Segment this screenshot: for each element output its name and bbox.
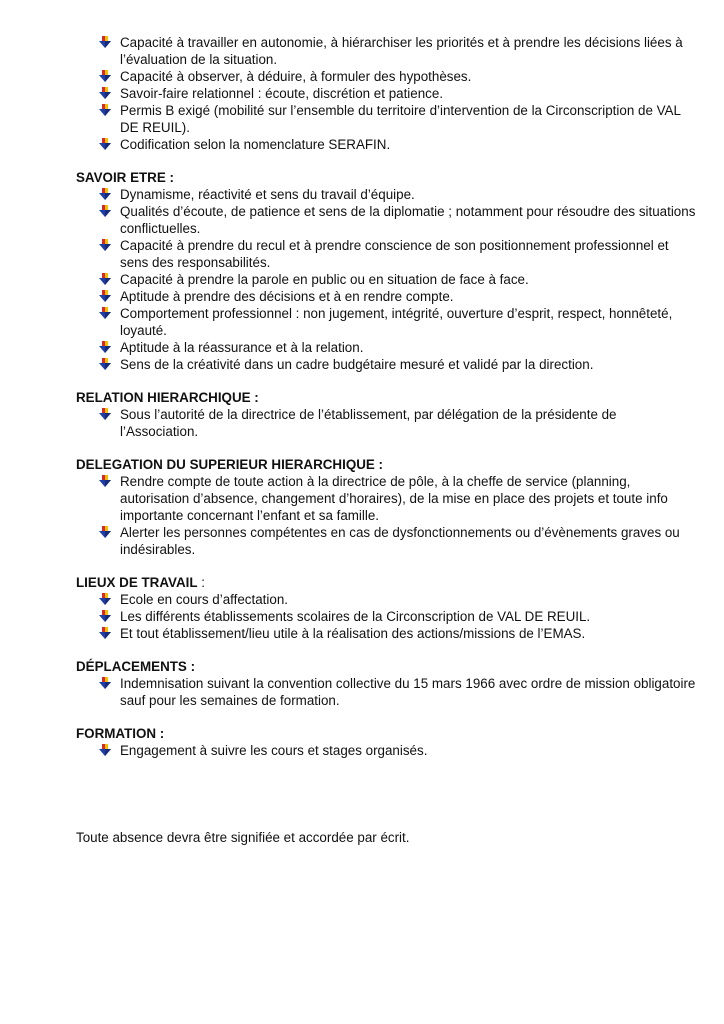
- section-title: SAVOIR ETRE :: [76, 170, 174, 185]
- footer-note: Toute absence devra être signifiée et accordée par écrit.: [76, 830, 410, 845]
- list-item-text: Capacité à travailler en autonomie, à hiérarchiser les priorités et à prendre les décisions liées à l’évaluation de la situation.: [120, 35, 683, 67]
- section: [76, 456, 696, 558]
- list-item-text: Et tout établissement/lieu utile à la réalisation des actions/missions de l’EMAS.: [120, 626, 586, 641]
- list-item-text: Sens de la créativité dans un cadre budgétaire mesuré et validé par la direction.: [120, 357, 594, 372]
- list-item-text: Capacité à prendre la parole en public ou en situation de face à face.: [120, 272, 529, 287]
- list-item-text: Rendre compte de toute action à la directrice de pôle, à la cheffe de service (planning, autorisation d’absence, changement d’horaires), de la mise en place des projets et toute info importante concernant l’enfant et sa famille.: [120, 474, 668, 523]
- intro-list: [76, 34, 696, 153]
- arrow-bullet-icon: [98, 358, 112, 371]
- section-list: [76, 591, 696, 642]
- arrow-bullet-icon: [98, 408, 112, 421]
- list-item-text: Capacité à observer, à déduire, à formuler des hypothèses.: [120, 69, 472, 84]
- section-list: [76, 742, 696, 759]
- arrow-bullet-icon: [98, 610, 112, 623]
- list-item-text: Aptitude à la réassurance et à la relation.: [120, 340, 364, 355]
- list-item-text: Indemnisation suivant la convention collective du 15 mars 1966 avec ordre de mission obligatoire sauf pour les semaines de formation.: [120, 676, 696, 708]
- section: [76, 658, 696, 709]
- section-title: LIEUX DE TRAVAIL: [76, 575, 198, 590]
- arrow-bullet-icon: [98, 593, 112, 606]
- list-item-text: Les différents établissements scolaires de la Circonscription de VAL DE REUIL.: [120, 609, 591, 624]
- section: [76, 169, 696, 373]
- arrow-bullet-icon: [98, 188, 112, 201]
- section-heading: [76, 658, 696, 675]
- document-content: [76, 34, 696, 846]
- arrow-bullet-icon: [98, 526, 112, 539]
- list-item: [76, 675, 696, 709]
- section-heading: [76, 725, 696, 742]
- section-title-suffix: :: [197, 575, 205, 590]
- list-item: [76, 68, 696, 85]
- list-item: [76, 625, 696, 642]
- arrow-bullet-icon: [98, 744, 112, 757]
- list-item: [76, 34, 696, 68]
- list-item: [76, 742, 696, 759]
- arrow-bullet-icon: [98, 341, 112, 354]
- list-item: [76, 406, 696, 440]
- arrow-bullet-icon: [98, 307, 112, 320]
- arrow-bullet-icon: [98, 290, 112, 303]
- arrow-bullet-icon: [98, 104, 112, 117]
- list-item-text: Aptitude à prendre des décisions et à en rendre compte.: [120, 289, 454, 304]
- arrow-bullet-icon: [98, 87, 112, 100]
- arrow-bullet-icon: [98, 475, 112, 488]
- list-item: [76, 102, 696, 136]
- section-title: FORMATION :: [76, 726, 165, 741]
- list-item: [76, 85, 696, 102]
- arrow-bullet-icon: [98, 36, 112, 49]
- section-title: DÉPLACEMENTS :: [76, 659, 196, 674]
- section: [76, 574, 696, 642]
- arrow-bullet-icon: [98, 70, 112, 83]
- list-item: [76, 237, 696, 271]
- list-item-text: Sous l’autorité de la directrice de l’établissement, par délégation de la présidente de l’Association.: [120, 407, 617, 439]
- arrow-bullet-icon: [98, 239, 112, 252]
- list-item: [76, 305, 696, 339]
- list-item: [76, 186, 696, 203]
- list-item: [76, 473, 696, 524]
- section: [76, 725, 696, 759]
- list-item: [76, 136, 696, 153]
- list-item-text: Ecole en cours d’affectation.: [120, 592, 288, 607]
- section: [76, 389, 696, 440]
- list-item-text: Dynamisme, réactivité et sens du travail d’équipe.: [120, 187, 415, 202]
- section-title: RELATION HIERARCHIQUE :: [76, 390, 259, 405]
- list-item-text: Codification selon la nomenclature SERAFIN.: [120, 137, 391, 152]
- list-item-text: Engagement à suivre les cours et stages organisés.: [120, 743, 428, 758]
- arrow-bullet-icon: [98, 627, 112, 640]
- list-item-text: Comportement professionnel : non jugement, intégrité, ouverture d’esprit, respect, honnêteté, loyauté.: [120, 306, 673, 338]
- section-list: [76, 406, 696, 440]
- list-item: [76, 339, 696, 356]
- sections-container: [76, 169, 696, 759]
- section-heading: [76, 456, 696, 473]
- arrow-bullet-icon: [98, 138, 112, 151]
- section-heading: [76, 169, 696, 186]
- list-item: [76, 203, 696, 237]
- list-item: [76, 288, 696, 305]
- arrow-bullet-icon: [98, 205, 112, 218]
- list-item-text: Alerter les personnes compétentes en cas de dysfonctionnements ou d’évènements graves ou indésirables.: [120, 525, 680, 557]
- arrow-bullet-icon: [98, 677, 112, 690]
- list-item: [76, 591, 696, 608]
- list-item-text: Savoir-faire relationnel : écoute, discrétion et patience.: [120, 86, 444, 101]
- list-item: [76, 271, 696, 288]
- list-item-text: Permis B exigé (mobilité sur l’ensemble du territoire d’intervention de la Circonscription de VAL DE REUIL).: [120, 103, 681, 135]
- list-item: [76, 356, 696, 373]
- section-heading: [76, 574, 696, 591]
- section-list: [76, 473, 696, 558]
- arrow-bullet-icon: [98, 273, 112, 286]
- section-heading: [76, 389, 696, 406]
- section-list: [76, 675, 696, 709]
- list-item: [76, 608, 696, 625]
- section-title: DELEGATION DU SUPERIEUR HIERARCHIQUE :: [76, 457, 384, 472]
- list-item: [76, 524, 696, 558]
- list-item-text: Capacité à prendre du recul et à prendre conscience de son positionnement professionnel et sens des responsabilités.: [120, 238, 669, 270]
- list-item-text: Qualités d’écoute, de patience et sens de la diplomatie ; notamment pour résoudre des situations conflictuelles.: [120, 204, 696, 236]
- section-list: [76, 186, 696, 373]
